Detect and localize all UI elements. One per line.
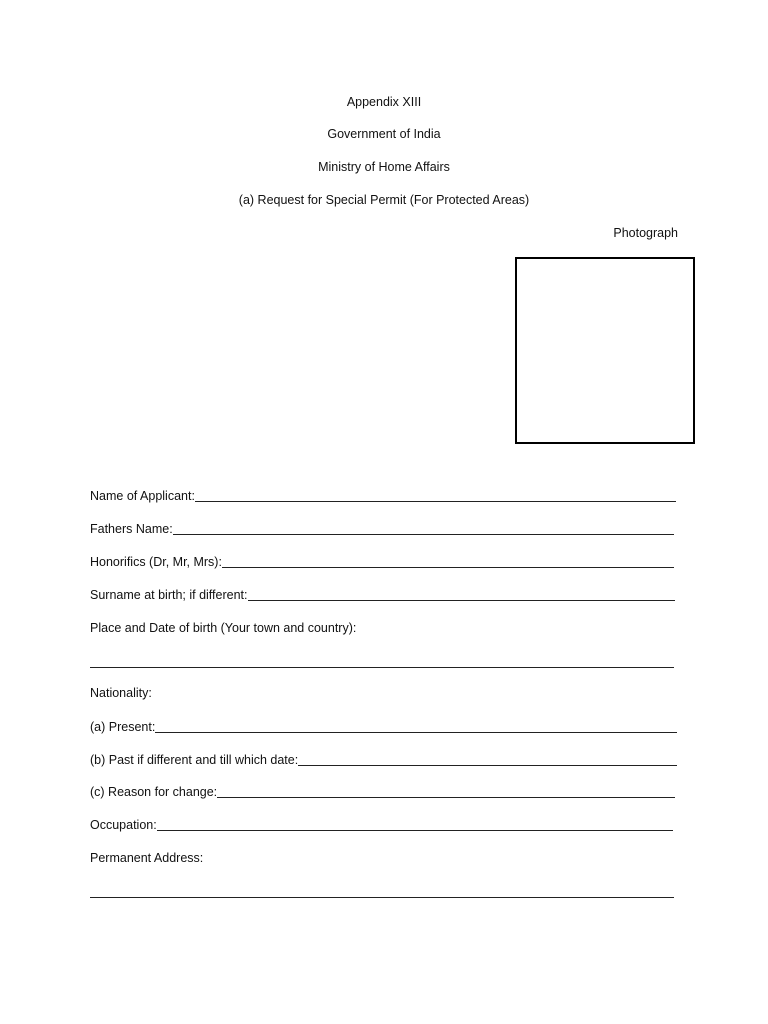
ministry-heading: Ministry of Home Affairs xyxy=(318,160,450,174)
surname-at-birth-label: Surname at birth; if different: xyxy=(90,588,248,602)
nationality-present-line[interactable] xyxy=(155,732,677,733)
surname-at-birth-line[interactable] xyxy=(248,600,676,601)
reason-for-change-line[interactable] xyxy=(217,797,675,798)
nationality-label: Nationality: xyxy=(90,686,152,700)
honorifics-line[interactable] xyxy=(222,567,674,568)
applicant-name-line[interactable] xyxy=(195,501,676,502)
occupation-label: Occupation: xyxy=(90,818,157,832)
appendix-heading: Appendix XIII xyxy=(346,95,422,109)
reason-for-change-field[interactable] xyxy=(90,784,675,800)
reason-for-change-label: (c) Reason for change: xyxy=(90,785,218,799)
nationality-past-label: (b) Past if different and till which date: xyxy=(90,753,299,767)
government-heading: Government of India xyxy=(327,127,441,141)
fathers-name-line[interactable] xyxy=(173,534,674,535)
fathers-name-label: Fathers Name: xyxy=(90,522,173,536)
permanent-address-label: Permanent Address: xyxy=(90,851,204,865)
form-title: (a) Request for Special Permit (For Protected Areas) xyxy=(238,193,530,207)
applicant-name-field[interactable] xyxy=(90,488,676,504)
permanent-address-line[interactable] xyxy=(90,897,674,898)
applicant-name-label: Name of Applicant: xyxy=(90,489,195,503)
nationality-past-line[interactable] xyxy=(298,765,677,766)
occupation-field[interactable] xyxy=(90,817,673,833)
photograph-label: Photograph xyxy=(613,226,678,240)
fathers-name-field[interactable] xyxy=(90,521,674,537)
surname-at-birth-field[interactable] xyxy=(90,587,675,603)
honorifics-field[interactable] xyxy=(90,554,674,570)
photograph-box xyxy=(515,257,695,444)
place-date-birth-label: Place and Date of birth (Your town and country): xyxy=(90,621,357,635)
nationality-past-field[interactable] xyxy=(90,752,677,768)
occupation-line[interactable] xyxy=(157,830,673,831)
nationality-present-field[interactable] xyxy=(90,719,677,735)
nationality-present-label: (a) Present: xyxy=(90,720,156,734)
honorifics-label: Honorifics (Dr, Mr, Mrs): xyxy=(90,555,222,569)
place-date-birth-line[interactable] xyxy=(90,667,674,668)
